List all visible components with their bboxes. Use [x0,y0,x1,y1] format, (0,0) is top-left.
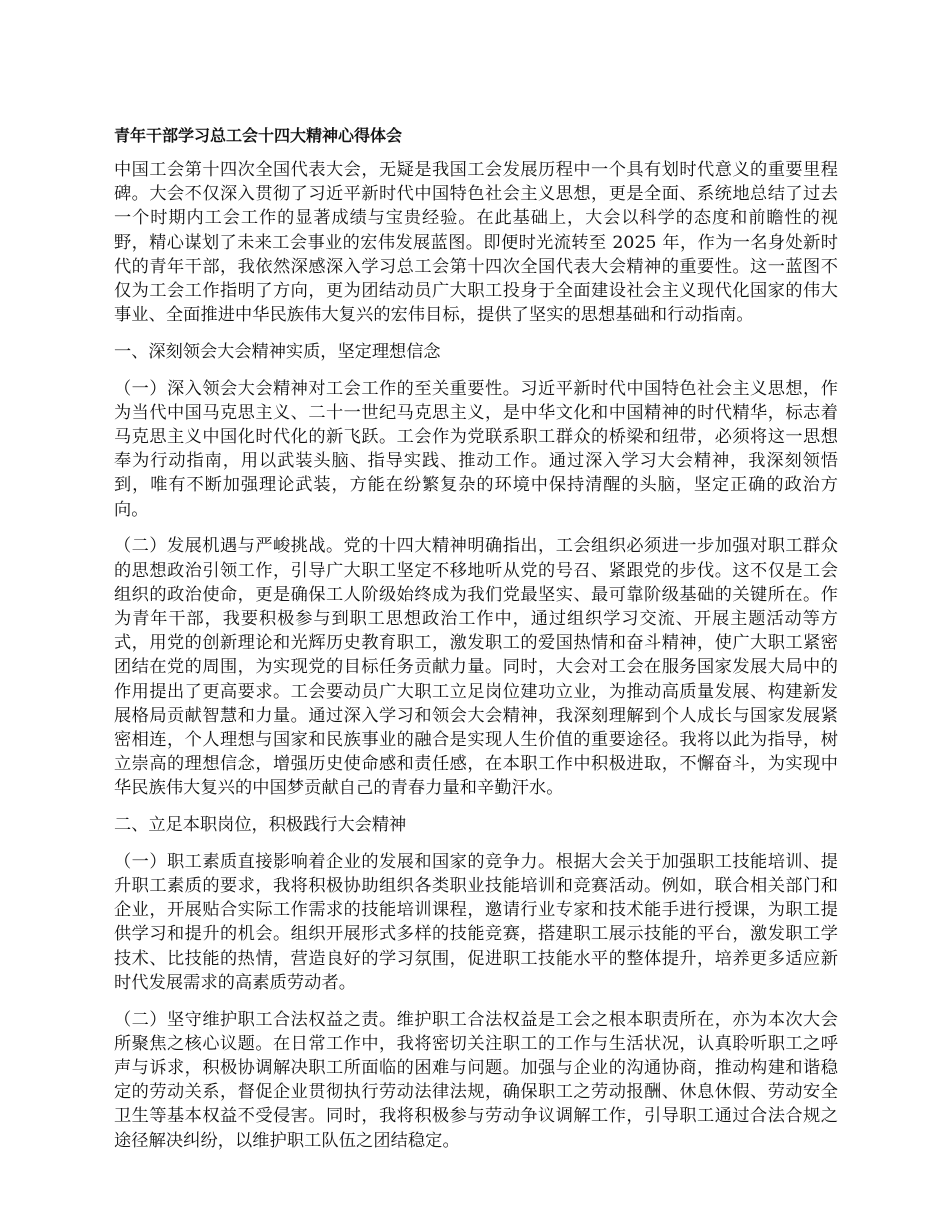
document-title: 青年干部学习总工会十四大精神心得体会 [114,126,403,145]
section-1 [114,340,838,801]
section-paragraph: （一）深入领会大会精神对工会工作的至关重要性。习近平新时代中国特色社会主义思想，作为当代中国马克思主义、二十一世纪马克思主义，是中华文化和中国精神的时代精华，标志着马克思主义中国化时代化的新飞跃。工会作为党联系职工群众的桥梁和纽带，必须将这一思想奉为行动指南，用以武装头脑、指导实践、推动工作。通过深入学习大会精神，我深刻领悟到，唯有不断加强理论武装，方能在纷繁复杂的环境中保持清醒的头脑，坚定正确的政治方向。 [114,378,838,520]
section-paragraph: （一）职工素质直接影响着企业的发展和国家的竞争力。根据大会关于加强职工技能培训、提升职工素质的要求，我将积极协助组织各类职业技能培训和竞赛活动。例如，联合相关部门和企业，开展贴合实际工作需求的技能培训课程，邀请行业专家和技术能手进行授课，为职工提供学习和提升的机会。组织开展形式多样的技能竞赛，搭建职工展示技能的平台，激发职工学技术、比技能的热情，营造良好的学习氛围，促进职工技能水平的整体提升，培养更多适应新时代发展需求的高素质劳动者。 [114,851,838,993]
section-2 [114,813,838,1153]
section-heading: 一、深刻领会大会精神实质，坚定理想信念 [114,341,441,362]
document-page [114,126,838,1165]
section-heading: 二、立足本职岗位，积极践行大会精神 [114,815,407,836]
intro-paragraph: 中国工会第十四次全国代表大会，无疑是我国工会发展历程中一个具有划时代意义的重要里程碑。大会不仅深入贯彻了习近平新时代中国特色社会主义思想，更是全面、系统地总结了过去一个时期内工会工作的显著成绩与宝贵经验。在此基础上，大会以科学的态度和前瞻性的视野，精心谋划了未来工会事业的宏伟发展蓝图。即便时光流转至 2025 年，作为一名身处新时代的青年干部，我依然深感深入学习总工会第十四次全国代表大会精神的重要性。这一蓝图不仅为工会工作指明了方向，更为团结动员广大职工投身于全面建设社会主义现代化国家的伟大事业、全面推进中华民族伟大复兴的宏伟目标，提供了坚实的思想基础和行动指南。 [114,160,838,326]
section-paragraph: （二）坚守维护职工合法权益之责。维护职工合法权益是工会之根本职责所在，亦为本次大会所聚焦之核心议题。在日常工作中，我将密切关注职工的工作与生活状况，认真聆听职工之呼声与诉求，积极协调解决职工所面临的困难与问题。加强与企业的沟通协商，推动构建和谐稳定的劳动关系，督促企业贯彻执行劳动法律法规，确保职工之劳动报酬、休息休假、劳动安全卫生等基本权益不受侵害。同时，我将积极参与劳动争议调解工作，引导职工通过合法合规之途径解决纠纷，以维护职工队伍之团结稳定。 [114,1009,838,1151]
section-paragraph: （二）发展机遇与严峻挑战。党的十四大精神明确指出，工会组织必须进一步加强对职工群众的思想政治引领工作，引导广大职工坚定不移地听从党的号召、紧跟党的步伐。这不仅是工会组织的政治使命，更是确保工人阶级始终成为我们党最坚实、最可靠阶级基础的关键所在。作为青年干部，我要积极参与到职工思想政治工作中，通过组织学习交流、开展主题活动等方式，用党的创新理论和光辉历史教育职工，激发职工的爱国热情和奋斗精神，使广大职工紧密团结在党的周围，为实现党的目标任务贡献力量。同时，大会对工会在服务国家发展大局中的作用提出了更高要求。工会要动员广大职工立足岗位建功立业，为推动高质量发展、构建新发展格局贡献智慧和力量。通过深入学习和领会大会精神，我深刻理解到个人成长与国家发展紧密相连，个人理想与国家和民族事业的融合是实现人生价值的重要途径。我将以此为指导，树立崇高的理想信念，增强历史使命感和责任感，在本职工作中积极进取，不懈奋斗，为实现中华民族伟大复兴的中国梦贡献自己的青春力量和辛勤汗水。 [114,536,838,799]
